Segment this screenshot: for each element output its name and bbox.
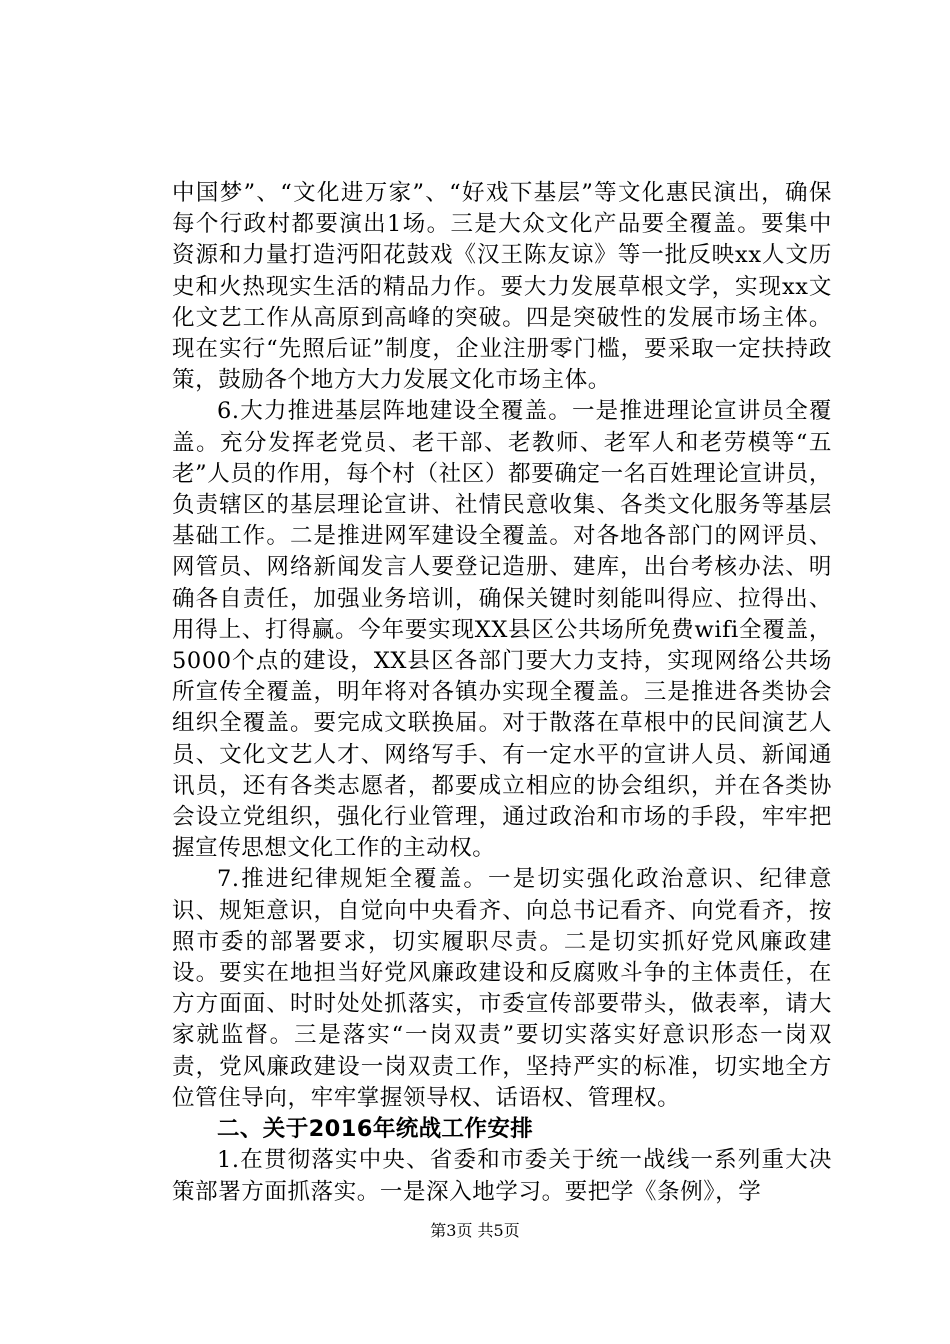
paragraph-item-1: 1.在贯彻落实中央、省委和市委关于统一战线一系列重大决策部署方面抓落实。一是深入地学习。要把学《条例》，学 <box>172 1147 832 1205</box>
page-number-footer: 第3页 共5页 <box>430 1221 520 1240</box>
paragraph-item-7: 7.推进纪律规矩全覆盖。一是切实强化政治意识、纪律意识、规矩意识，自觉向中央看齐、向总书记看齐、向党看齐，按照市委的部署要求，切实履职尽责。二是切实抓好党风廉政建设。要实在地担当好党风廉政建设和反腐败斗争的主体责任，在方方面面、时时处处抓落实，市委宣传部要带头，做表率，请大家就监督。三是落实“一岗双责”要切实落实好意识形态一岗双责，党风廉政建设一岗双责工作，坚持严实的标准，切实地全方位管住导向，牢牢掌握领导权、话语权、管理权。 <box>172 866 832 1111</box>
paragraph-item-6: 6.大力推进基层阵地建设全覆盖。一是推进理论宣讲员全覆盖。充分发挥老党员、老干部、老教师、老军人和老劳模等“五老”人员的作用，每个村（社区）都要确定一名百姓理论宣讲员，负责辖区的基层理论宣讲、社情民意收集、各类文化服务等基层基础工作。二是推进网军建设全覆盖。对各地各部门的网评员、网管员、网络新闻发言人要登记造册、建库，出台考核办法、明确各自责任，加强业务培训，确保关键时刻能叫得应、拉得出、用得上、打得赢。今年要实现XX县区公共场所免费wifi全覆盖，5000个点的建设，XX县区各部门要大力支持，实现网络公共场所宣传全覆盖，明年将对各镇办实现全覆盖。三是推进各类协会组织全覆盖。要完成文联换届。对于散落在草根中的民间演艺人员、文化文艺人才、网络写手、有一定水平的宣讲人员、新闻通讯员，还有各类志愿者，都要成立相应的协会组织，并在各类协会设立党组织，强化行业管理，通过政治和市场的手段，牢牢把握宣传思想文化工作的主动权。 <box>172 398 832 862</box>
section-heading: 二、关于2016年统战工作安排 <box>217 1116 534 1143</box>
document-body <box>172 178 832 1208</box>
paragraph-continuation: 中国梦”、“文化进万家”、“好戏下基层”等文化惠民演出，确保每个行政村都要演出1场。三是大众文化产品要全覆盖。要集中资源和力量打造沔阳花鼓戏《汉王陈友谅》等一批反映xx人文历史和火热现实生活的精品力作。要大力发展草根文学，实现xx文化文艺工作从高原到高峰的突破。四是突破性的发展市场主体。现在实行“先照后证”制度，企业注册零门槛，要采取一定扶持政策，鼓励各个地方大力发展文化市场主体。 <box>172 180 832 394</box>
